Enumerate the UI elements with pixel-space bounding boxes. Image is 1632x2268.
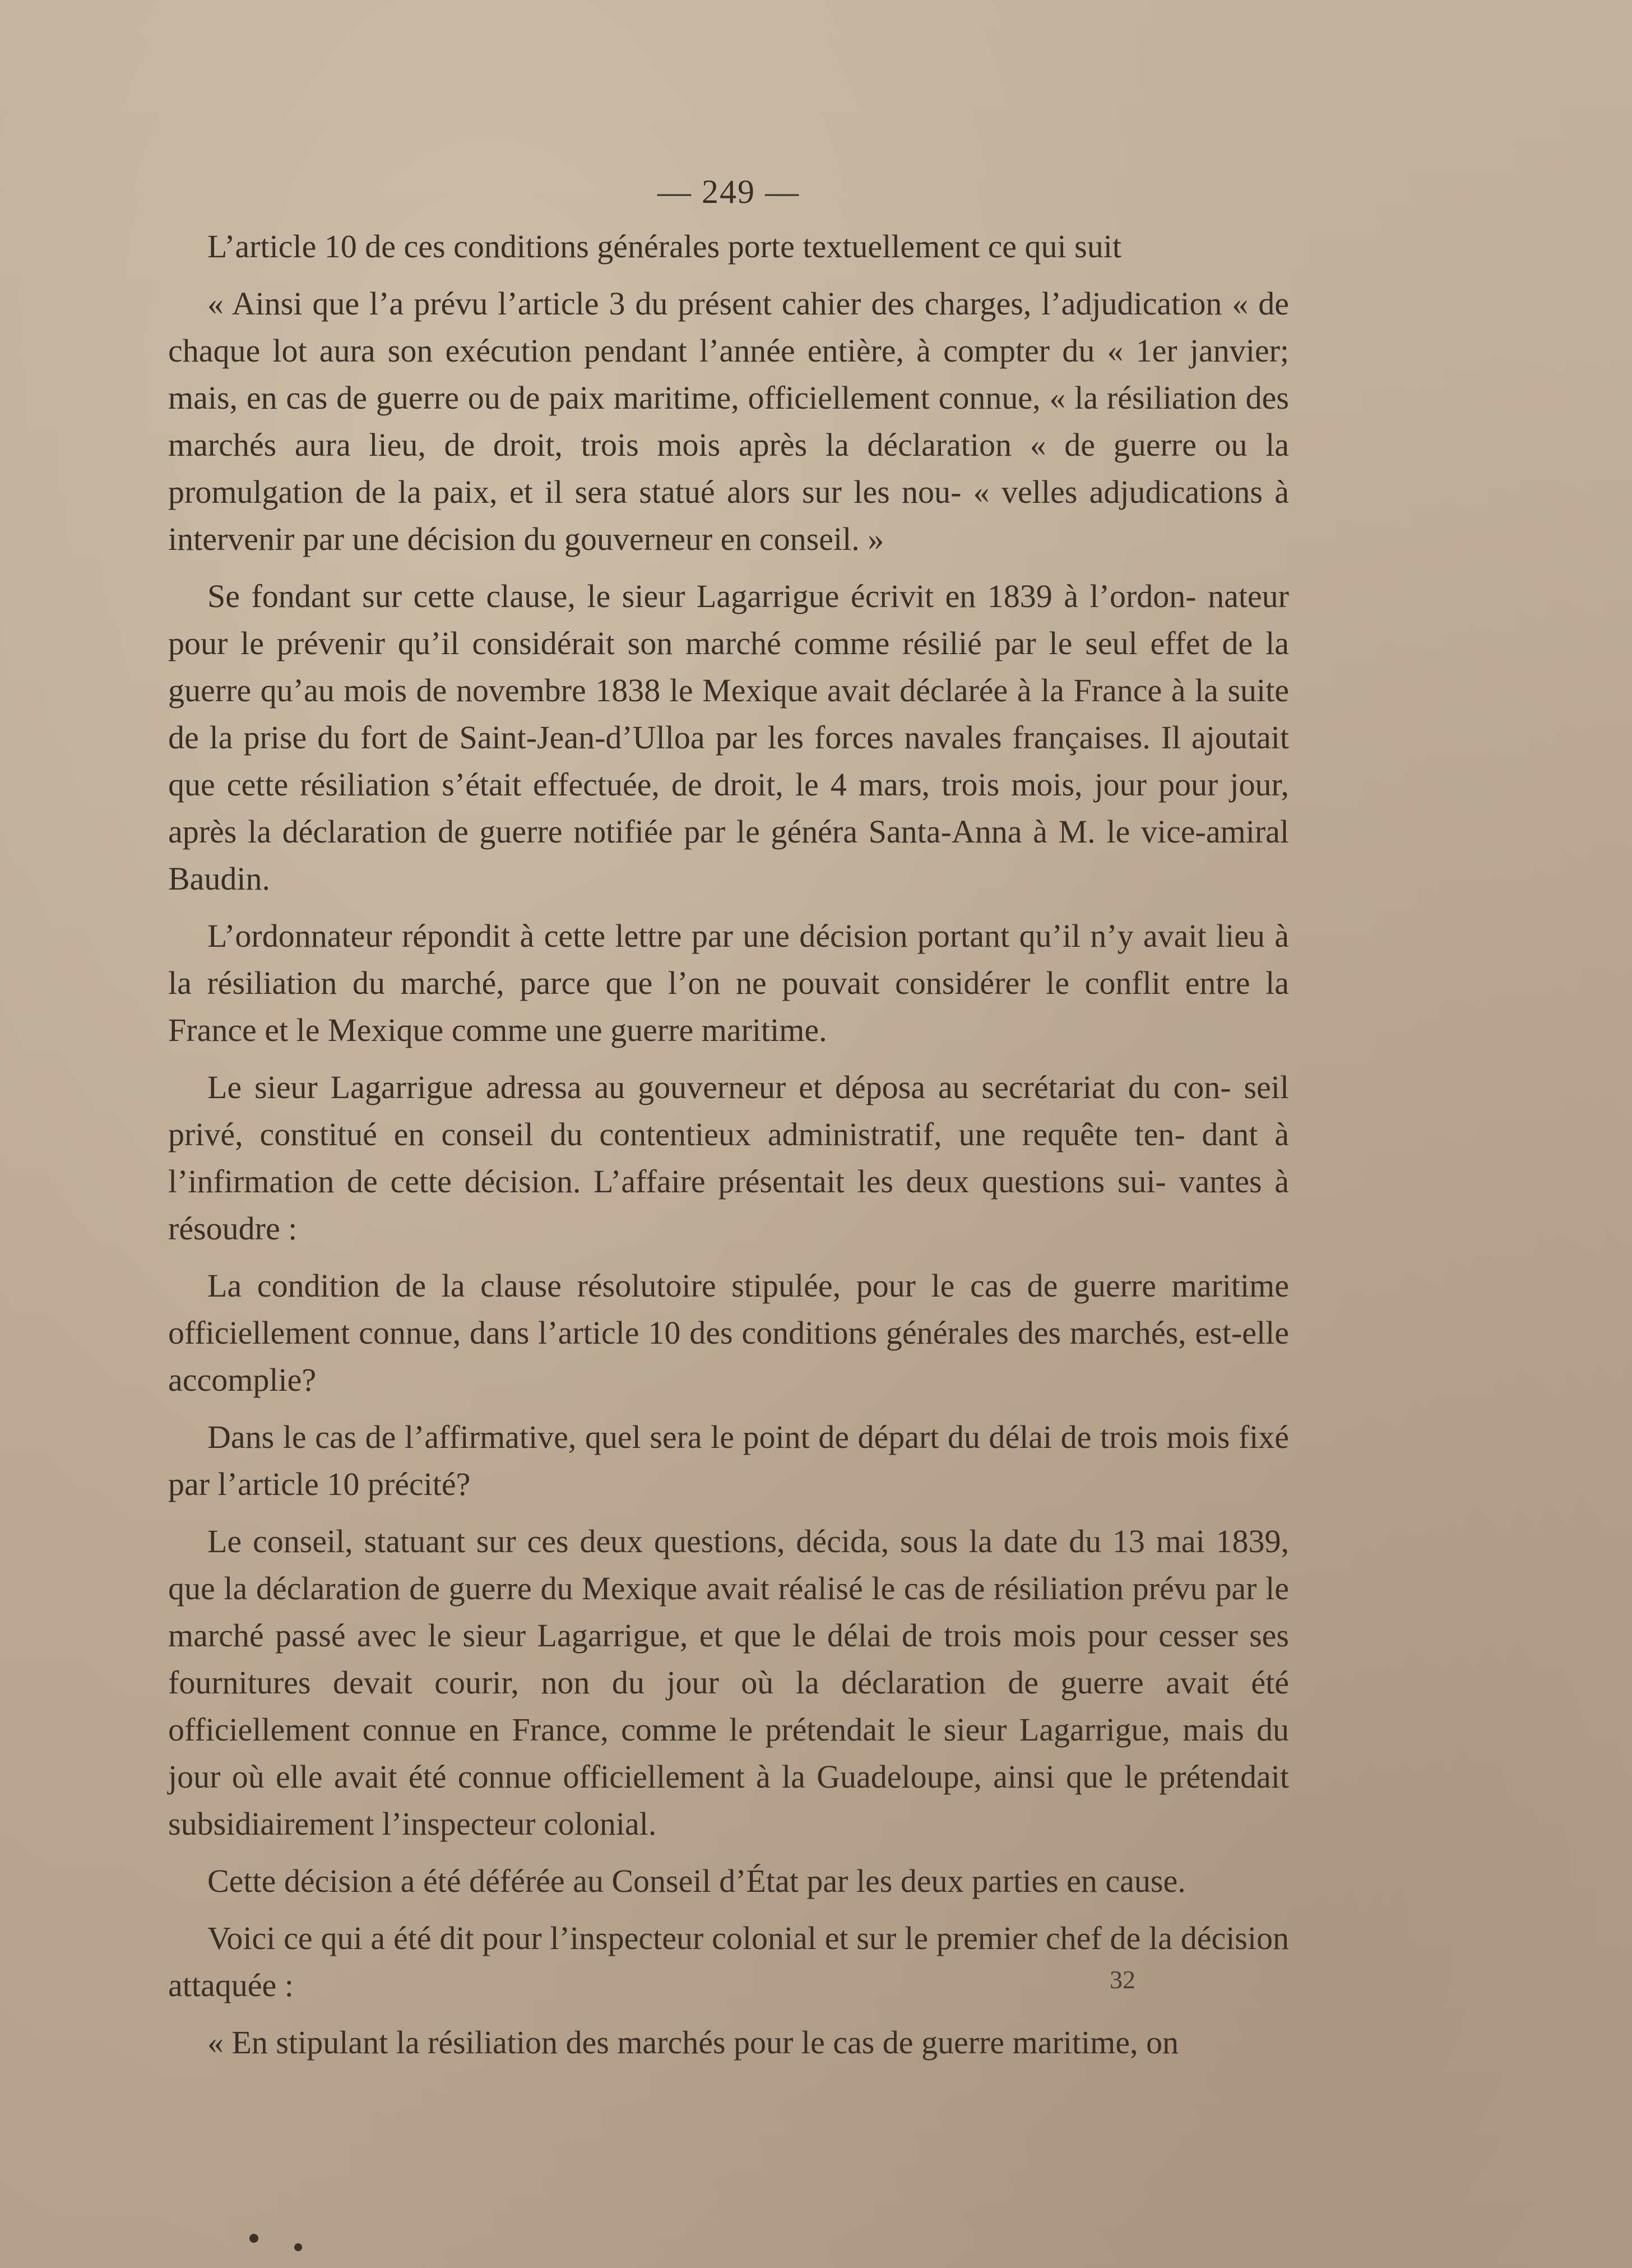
ink-blot [294, 2243, 302, 2251]
text-body [168, 168, 1289, 2076]
paragraph: Cette décision a été déférée au Conseil d’État par les deux parties en cause. [207, 1863, 1186, 1899]
paragraph: Dans le cas de l’affirmative, quel sera le point de départ du délai de trois mois fixé par l’article 10 précité? [168, 1419, 1289, 1502]
paragraph: « Ainsi que l’a prévu l’article 3 du présent cahier des charges, l’adjudication « de chaque lot aura son exécution pendant l’année entière, à compter du « 1er janvier; mais, en cas de guerre ou de paix maritime, officiellement connue, « la résiliation des marchés aura lieu, de droit, trois mois après la déclaration « de guerre ou la promulgation de la paix, et il sera statué alors sur les nou- « velles adjudications à intervenir par une décision du gouverneur en conseil. » [168, 285, 1289, 557]
ink-blot [249, 2234, 258, 2243]
paragraph: L’article 10 de ces conditions générales porte textuellement ce qui suit [207, 228, 1121, 265]
signature-mark: 32 [1110, 1965, 1135, 1994]
paragraph: « En stipulant la résiliation des marchés pour le cas de guerre maritime, on [207, 2024, 1179, 2061]
paragraph: L’ordonnateur répondit à cette lettre par une décision portant qu’il n’y avait lieu à la résiliation du marché, parce que l’on ne pouvait considérer le conflit entre la France et le Mexique comme une guerre maritime. [168, 918, 1289, 1048]
paragraph: Le conseil, statuant sur ces deux questions, décida, sous la date du 13 mai 1839, que la déclaration de guerre du Mexique avait réalisé le cas de résiliation prévu par le marché passé avec le sieur Lagarrigue, et que le délai de trois mois pour cesser ses fournitures devait courir, non du jour où la déclaration de guerre avait été officiellement connue en France, comme le prétendait le sieur Lagarrigue, mais du jour où elle avait été connue officiellement à la Guadeloupe, ainsi que le prétendait subsidiairement l’inspecteur colonial. [168, 1523, 1289, 1842]
paragraph: Le sieur Lagarrigue adressa au gouverneur et déposa au secrétariat du con- seil privé, constitué en conseil du contentieux administratif, une requête ten- dant à l’infirmation de cette décision. L’affaire présentait les deux questions sui- vantes à résoudre : [168, 1069, 1289, 1247]
paragraph: Se fondant sur cette clause, le sieur Lagarrigue écrivit en 1839 à l’ordon- nateur pour le prévenir qu’il considérait son marché comme résilié par le seul effet de la guerre qu’au mois de novembre 1838 le Mexique avait déclarée à la France à la suite de la prise du fort de Saint-Jean-d’Ulloa par les forces navales françaises. Il ajoutait que cette résiliation s’était effectuée, de droit, le 4 mars, trois mois, jour pour jour, après la déclaration de guerre notifiée par le généra Santa-Anna à M. le vice-amiral Baudin. [168, 578, 1289, 897]
paragraph: La condition de la clause résolutoire stipulée, pour le cas de guerre maritime officiellement connue, dans l’article 10 des conditions générales des marchés, est-elle accomplie? [168, 1267, 1289, 1398]
paragraph: Voici ce qui a été dit pour l’inspecteur colonial et sur le premier chef de la décision attaquée : [168, 1920, 1289, 2003]
page-number: — 249 — [657, 173, 800, 210]
